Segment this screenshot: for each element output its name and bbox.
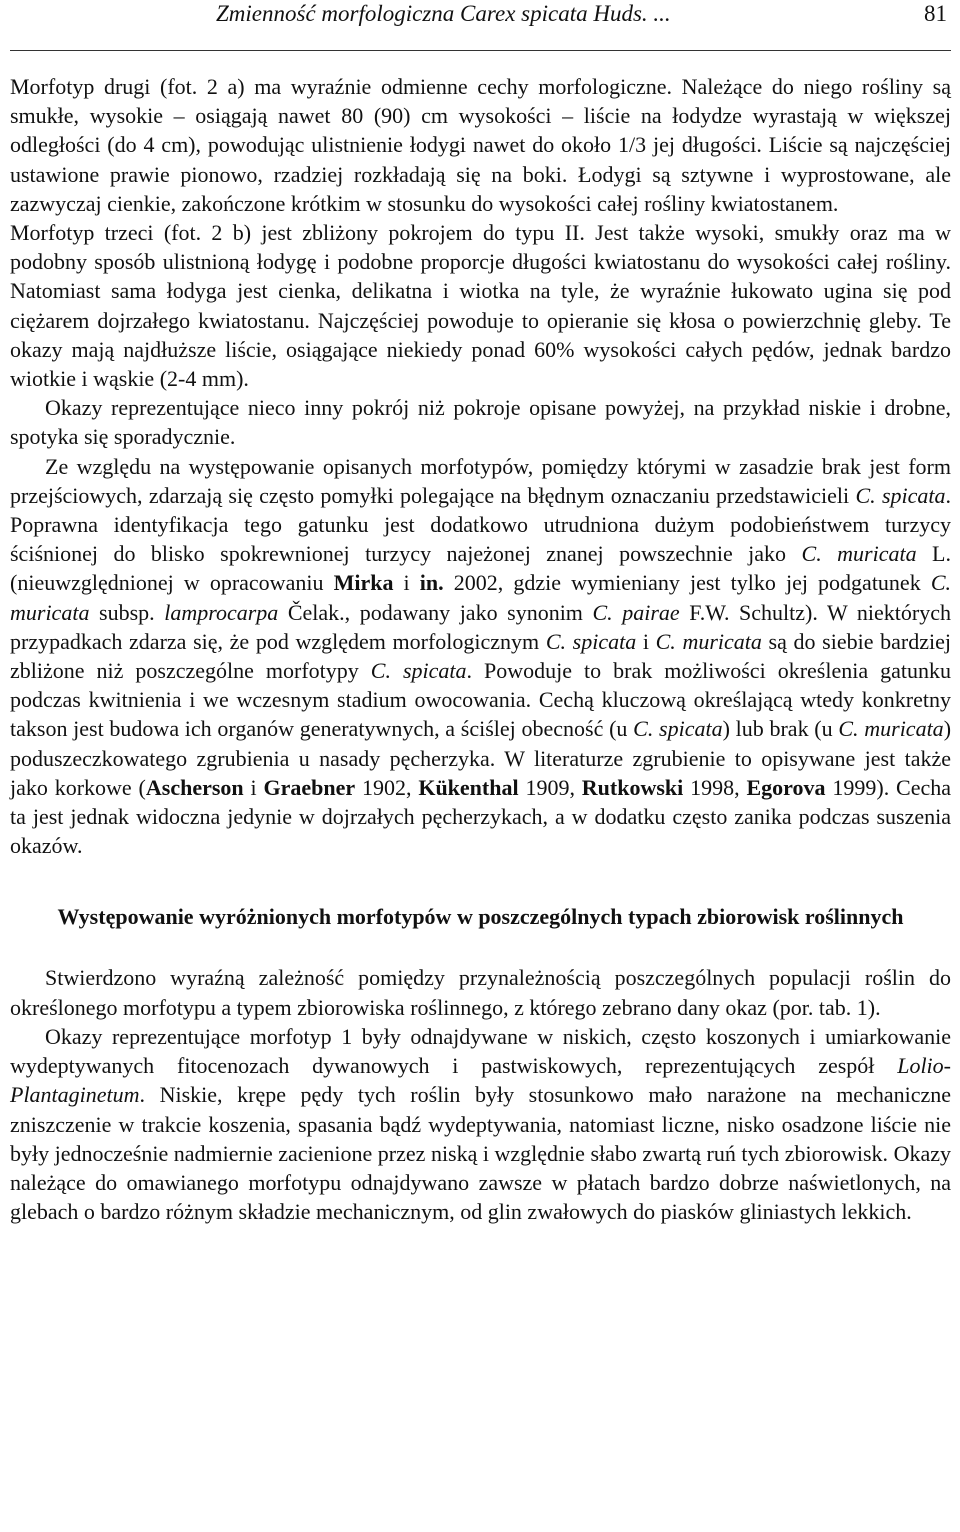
paragraph-morphotype-1-habitat — [10, 1022, 951, 1226]
running-title: Zmienność morfologiczna Carex spicata Huds. ... — [216, 1, 671, 26]
species-name: C. muricata — [838, 716, 944, 742]
species-name: C. spicata — [370, 658, 467, 684]
paragraph-other-forms: Okazy reprezentujące nieco inny pokrój niż pokroje opisane powyżej, na przykład niskie i drobne, spotyka się sporadycznie. — [10, 395, 951, 450]
page-number: 81 — [924, 1, 947, 26]
species-name: C. muricata — [655, 628, 762, 654]
text-run: i — [393, 570, 420, 596]
species-name: C. spicata — [545, 628, 637, 654]
author-name: Graebner — [263, 774, 356, 800]
text-run: 1998, — [683, 774, 747, 800]
paragraph-morphotype-3: Morfotyp trzeci (fot. 2 b) jest zbliżony pokrojem do typu II. Jest także wysoki, smukły oraz ma w podobny sposób ulistnioną łodygę i podobne proporcje długości kwiatostanu do wysokości całej rośliny. Natomiast sama łodyga jest cienka, delikatna i wiotka na tyle, że wyraźnie łukowato ugina się pod ciężarem dojrzałego kwiatostanu. Najczęściej powoduje to opieranie się kłosa o powierzchnię gleby. Te okazy mają najdłuższe liście, osiągające niekiedy ponad 60% wysokości całych pędów, jednak bardzo wiotkie i wąskie (2-4 mm). — [10, 220, 951, 392]
text-run: L. (nieuwzględnionej w opracowaniu — [10, 541, 951, 596]
text-run: i — [243, 774, 264, 800]
text-run: subsp. — [89, 599, 165, 625]
author-name: Mirka — [333, 570, 394, 596]
species-name: Lolio-Plantaginetum — [10, 1053, 951, 1108]
author-name: Rutkowski — [581, 774, 684, 800]
text-run: 1999). Cecha ta jest jednak widoczna jedynie w dojrzałych pęcherzykach, a w dodatku często zanika podczas suszenia okazów. — [10, 774, 952, 859]
text-run: . Niskie, krępe pędy tych roślin były stosunkowo mało narażone na mechaniczne zniszczenie w trakcie koszenia, spasania bądź wydeptywania, natomiast liczne, nisko osadzone liście nie były jednocześnie nadmiernie zacienione przez niską i względnie słabo zwartą ruń tych zbiorowisk. Okazy należące do omawianego morfotypu odnajdywano zawsze w płatach bardzo dobrze naświetlonych, na glebach o bardzo różnym składzie mechanicznym, od glin zwałowych do piasków gliniastych lekkich. — [10, 1082, 951, 1225]
species-name: C. spicata — [633, 716, 723, 742]
text-run: 1902, — [355, 774, 419, 800]
text-run: F.W. Schultz). W niektórych przypadkach zdarza się, że pod względem morfologicznym — [10, 599, 951, 654]
text-run: Okazy reprezentujące morfotyp 1 były odnajdywane w niskich, często koszonych i umiarkowanie wydeptywanych fitocenozach dywanowych i pastwiskowych, reprezentujących zespół — [10, 1023, 951, 1079]
species-name: C. spicata — [855, 482, 946, 508]
text-run: . Powoduje to brak możliwości określenia gatunku podczas kwitnienia i we wczesnym stadium owocowania. Cechą kluczową określającą wtedy konkretny takson jest budowa ich organów generatywnych, a ściślej obecność (u — [10, 658, 951, 742]
text-run: ) lub brak (u — [722, 716, 839, 742]
paragraph-identification — [10, 452, 951, 861]
page — [10, 0, 951, 1226]
section-heading: Występowanie wyróżnionych morfotypów w poszczególnych typach zbiorowisk roślinnych — [57, 904, 904, 930]
species-name: C. pairae — [592, 599, 680, 625]
text-run: 1909, — [518, 774, 582, 800]
species-name: C. muricata — [801, 541, 917, 567]
text-run: Ze względu na występowanie opisanych morfotypów, pomiędzy którymi w zasadzie brak jest form przejściowych, zdarzają się często pomyłki polegające na błędnym oznaczaniu przedstawicieli — [10, 453, 951, 508]
text-run: 2002, gdzie wymieniany jest tylko jej podgatunek — [443, 570, 931, 596]
text-run: . Poprawna identyfikacja tego gatunku jest dodatkowo utrudniona dużym podobieństwem turzycy ściśnionej do blisko spokrewnionej turzycy najeżonej znanej powszechnie jako — [10, 482, 951, 567]
text-run: ) poduszeczkowatego zgrubienia u nasady pęcherzyka. W literaturze zgrubienie to opisywane jest także jako korkowe ( — [10, 716, 952, 800]
running-header — [10, 0, 951, 51]
text-run: i — [636, 628, 656, 654]
paragraph-dependence: Stwierdzono wyraźną zależność pomiędzy przynależnością poszczególnych populacji roślin do określonego morfotypu a typem zbiorowiska roślinnego, z którego zebrano dany okaz (por. tab. 1). — [10, 965, 951, 1020]
species-name: lamprocarpa — [164, 599, 279, 625]
species-name: C. muricata — [10, 570, 951, 625]
author-name: in. — [419, 570, 444, 596]
article-body — [10, 72, 951, 1226]
author-name: Kükenthal — [418, 774, 519, 800]
author-name: Ascherson — [145, 774, 244, 800]
text-run: Čelak., podawany jako synonim — [278, 599, 593, 625]
author-name: Egorova — [746, 774, 826, 800]
paragraph-morphotype-2: Morfotyp drugi (fot. 2 a) ma wyraźnie odmienne cechy morfologiczne. Należące do niego rośliny są smukłe, wysokie – osiągają nawet 80 (90) cm wysokości – liście na łodydze wyrastają w większej odległości (do 4 cm), powodując ulistnienie łodygi nawet do około 1/3 jej długości. Liście są najczęściej ustawione prawie pionowo, rzadziej rozkładają się na boki. Łodygi są sztywne i wyprostowane, ale zazwyczaj cienkie, zakończone krótkim w stosunku do wysokości całej rośliny kwiatostanem. — [10, 74, 951, 216]
text-run: są do siebie bardziej zbliżone niż poszczególne morfotypy — [10, 628, 951, 684]
